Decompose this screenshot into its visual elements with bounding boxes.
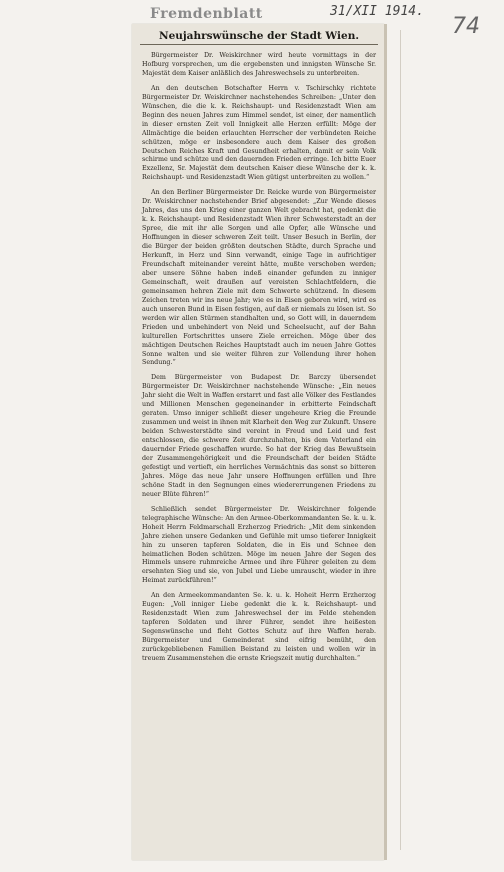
handwritten-date: 31/XII 1914. — [330, 4, 424, 19]
article-body — [142, 52, 376, 670]
article-headline: Neujahrswünsche der Stadt Wien. — [140, 30, 378, 45]
article-paragraph-5: Schließlich sendet Bürgermeister Dr. Weiskirchner folgende telegraphische Wünsche: An den Armee-Oberkommandanten Se. k. u. k. Hoheit Herrn Feldmarschall Erzherzog Friedrich: „Mit dem sinkenden Jahre ziehen unsere Gedanken und Gefühle mit umso tieferer Innigkeit hin zu unseren tapferen Soldaten, die in Eis und Schnee den heimatlichen Boden schützen. Möge im neuen Jahre der Segen des Himmels unsere ruhmreiche Armee und ihre Führer geleiten zu dem ersehnten Sieg und sie, von Jubel und Liebe umrauscht, wieder in ihre Heimat zurückführen!“ — [142, 505, 376, 585]
article-paragraph-4: Dem Bürgermeister von Budapest Dr. Barczy übersendet Bürgermeister Dr. Weiskirchner nachstehende Wünsche: „Ein neues Jahr sieht die Welt in Waffen erstarrt und fast alle Völker des Festlandes und Millionen Menschen gegeneinander in erbitterte Feindschaft geraten. Umso inniger schließt dieser ungeheure Krieg die Freunde zusammen und weist in ihnen mit Klarheit den Weg zur Zukunft. Unsere beiden Schwesterstädte sind vereint in Freud und Leid und fest entschlossen, die schwere Zeit durchzuhalten, bis dem Vaterland ein dauernder Friede geschaffen wurde. So hat der Krieg das Bewußtsein der Zusammengehörigkeit und die Freundschaft der beiden Städte gefestigt und vertieft, ein herrliches Vermächtnis das sonst so bitteren Jahres. Möge das neue Jahr unsere Hoffnungen erfüllen und Ihre schöne Stadt in den Segnungen eines wiedererrungenen Friedens zu neuer Blüte führen!“ — [142, 374, 376, 498]
article-paragraph-1: Bürgermeister Dr. Weiskirchner wird heute vormittags in der Hofburg vorsprechen, um die ergebensten und innigsten Wünsche Sr. Majestät dem Kaiser anläßlich des Jahreswechsels zu unterbreiten. — [142, 52, 376, 77]
clipping-edge-shadow — [384, 24, 387, 860]
sheet-fold-line — [400, 30, 401, 850]
article-paragraph-3: An den Berliner Bürgermeister Dr. Reicke wurde von Bürgermeister Dr. Weiskirchner nachstehender Brief abgesendet: „Zur Wende dieses Jahres, das uns den Krieg einer ganzen Welt gebracht hat, gedenkt die k. k. Reichshaupt- und Residenzstadt Wien ihrer Schwesterstadt an der Spree, die mit ihr alle Sorgen und alle Opfer, alle Wünsche und Hoffnungen in dieser schweren Zeit teilt. Unser Besuch in Berlin, der die Bürger der beiden größten deutschen Städte, durch Sprache und Herkunft, in Herz und Sinn verwandt, einige Tage in aufrichtiger Freundschaft miteinander vereint hätte, mußte verschoben werden; aber unsere Söhne haben indeß einander gefunden zu inniger Gemeinschaft, weit draußen auf vereisten Schlachtfeldern, die gemeinsamen hehren Ziele mit dem Schwerte schützend. In diesem Zeichen treten wir ins neue Jahr; wie es in Eisen geboren wird, wird es auch unseren Bund in Eisen festigen, auf daß er niemals zu lösen ist. So werden wir allen Stürmen standhalten und, so Gott will, in dauerndem Frieden und unbehindert von Neid und Scheelsucht, auf der Bahn kulturellen Fortschrittes unsere Ziele erreichen. Möge über des mächtigen Deutschen Reiches Hauptstadt auch im neuen Jahre Gottes Sonne walten und sie weiter führen zur Vollendung ihrer hohen Sendung.“ — [142, 189, 376, 367]
article-paragraph-2: An den deutschen Botschafter Herrn v. Tschirschky richtete Bürgermeister Dr. Weiskirchner nachstehendes Schreiben: „Unter den Wünschen, die die k. k. Reichshaupt- und Residenzstadt Wien am Beginn des neuen Jahres zum Himmel sendet, ist einer, der namentlich in dieser ernsten Zeit voll Innigkeit alle Herzen erfüllt: Möge der Allmächtige die beiden erlauchten Herrscher der verbündeten Reiche schützen, möge er insbesondere auch dem Kaiser des großen Deutschen Reiches Kraft und Gesundheit erhalten, damit er sein Volk schirme und schütze und den dauernden Frieden erringe. Ich bitte Euer Exzellenz, Sr. Majestät dem deutschen Kaiser diese Wünsche der k. k. Reichshaupt- und Residenzstadt Wien gütigst unterbreiten zu wollen.“ — [142, 84, 376, 182]
article-paragraph-6: An den Armeekommandanten Se. k. u. k. Hoheit Herrn Erzherzog Eugen: „Voll inniger Liebe gedenkt die k. k. Reichshaupt- und Residenzstadt Wien zum Jahreswechsel der im Felde stehenden tapferen Soldaten und ihrer Führer, sendet ihre heißesten Segenswünsche und fleht Gottes Schutz auf ihre Waffen herab. Bürgermeister und Gemeinderat sind eifrig bemüht, den zurückgebliebenen Familien Beistand zu leisten und wollen wir in treuem Zusammenstehen die ernste Kriegszeit mutig durchhalten.“ — [142, 592, 376, 662]
handwritten-folio-number: 74 — [452, 14, 480, 39]
newspaper-stamp: Fremdenblatt — [150, 6, 263, 22]
